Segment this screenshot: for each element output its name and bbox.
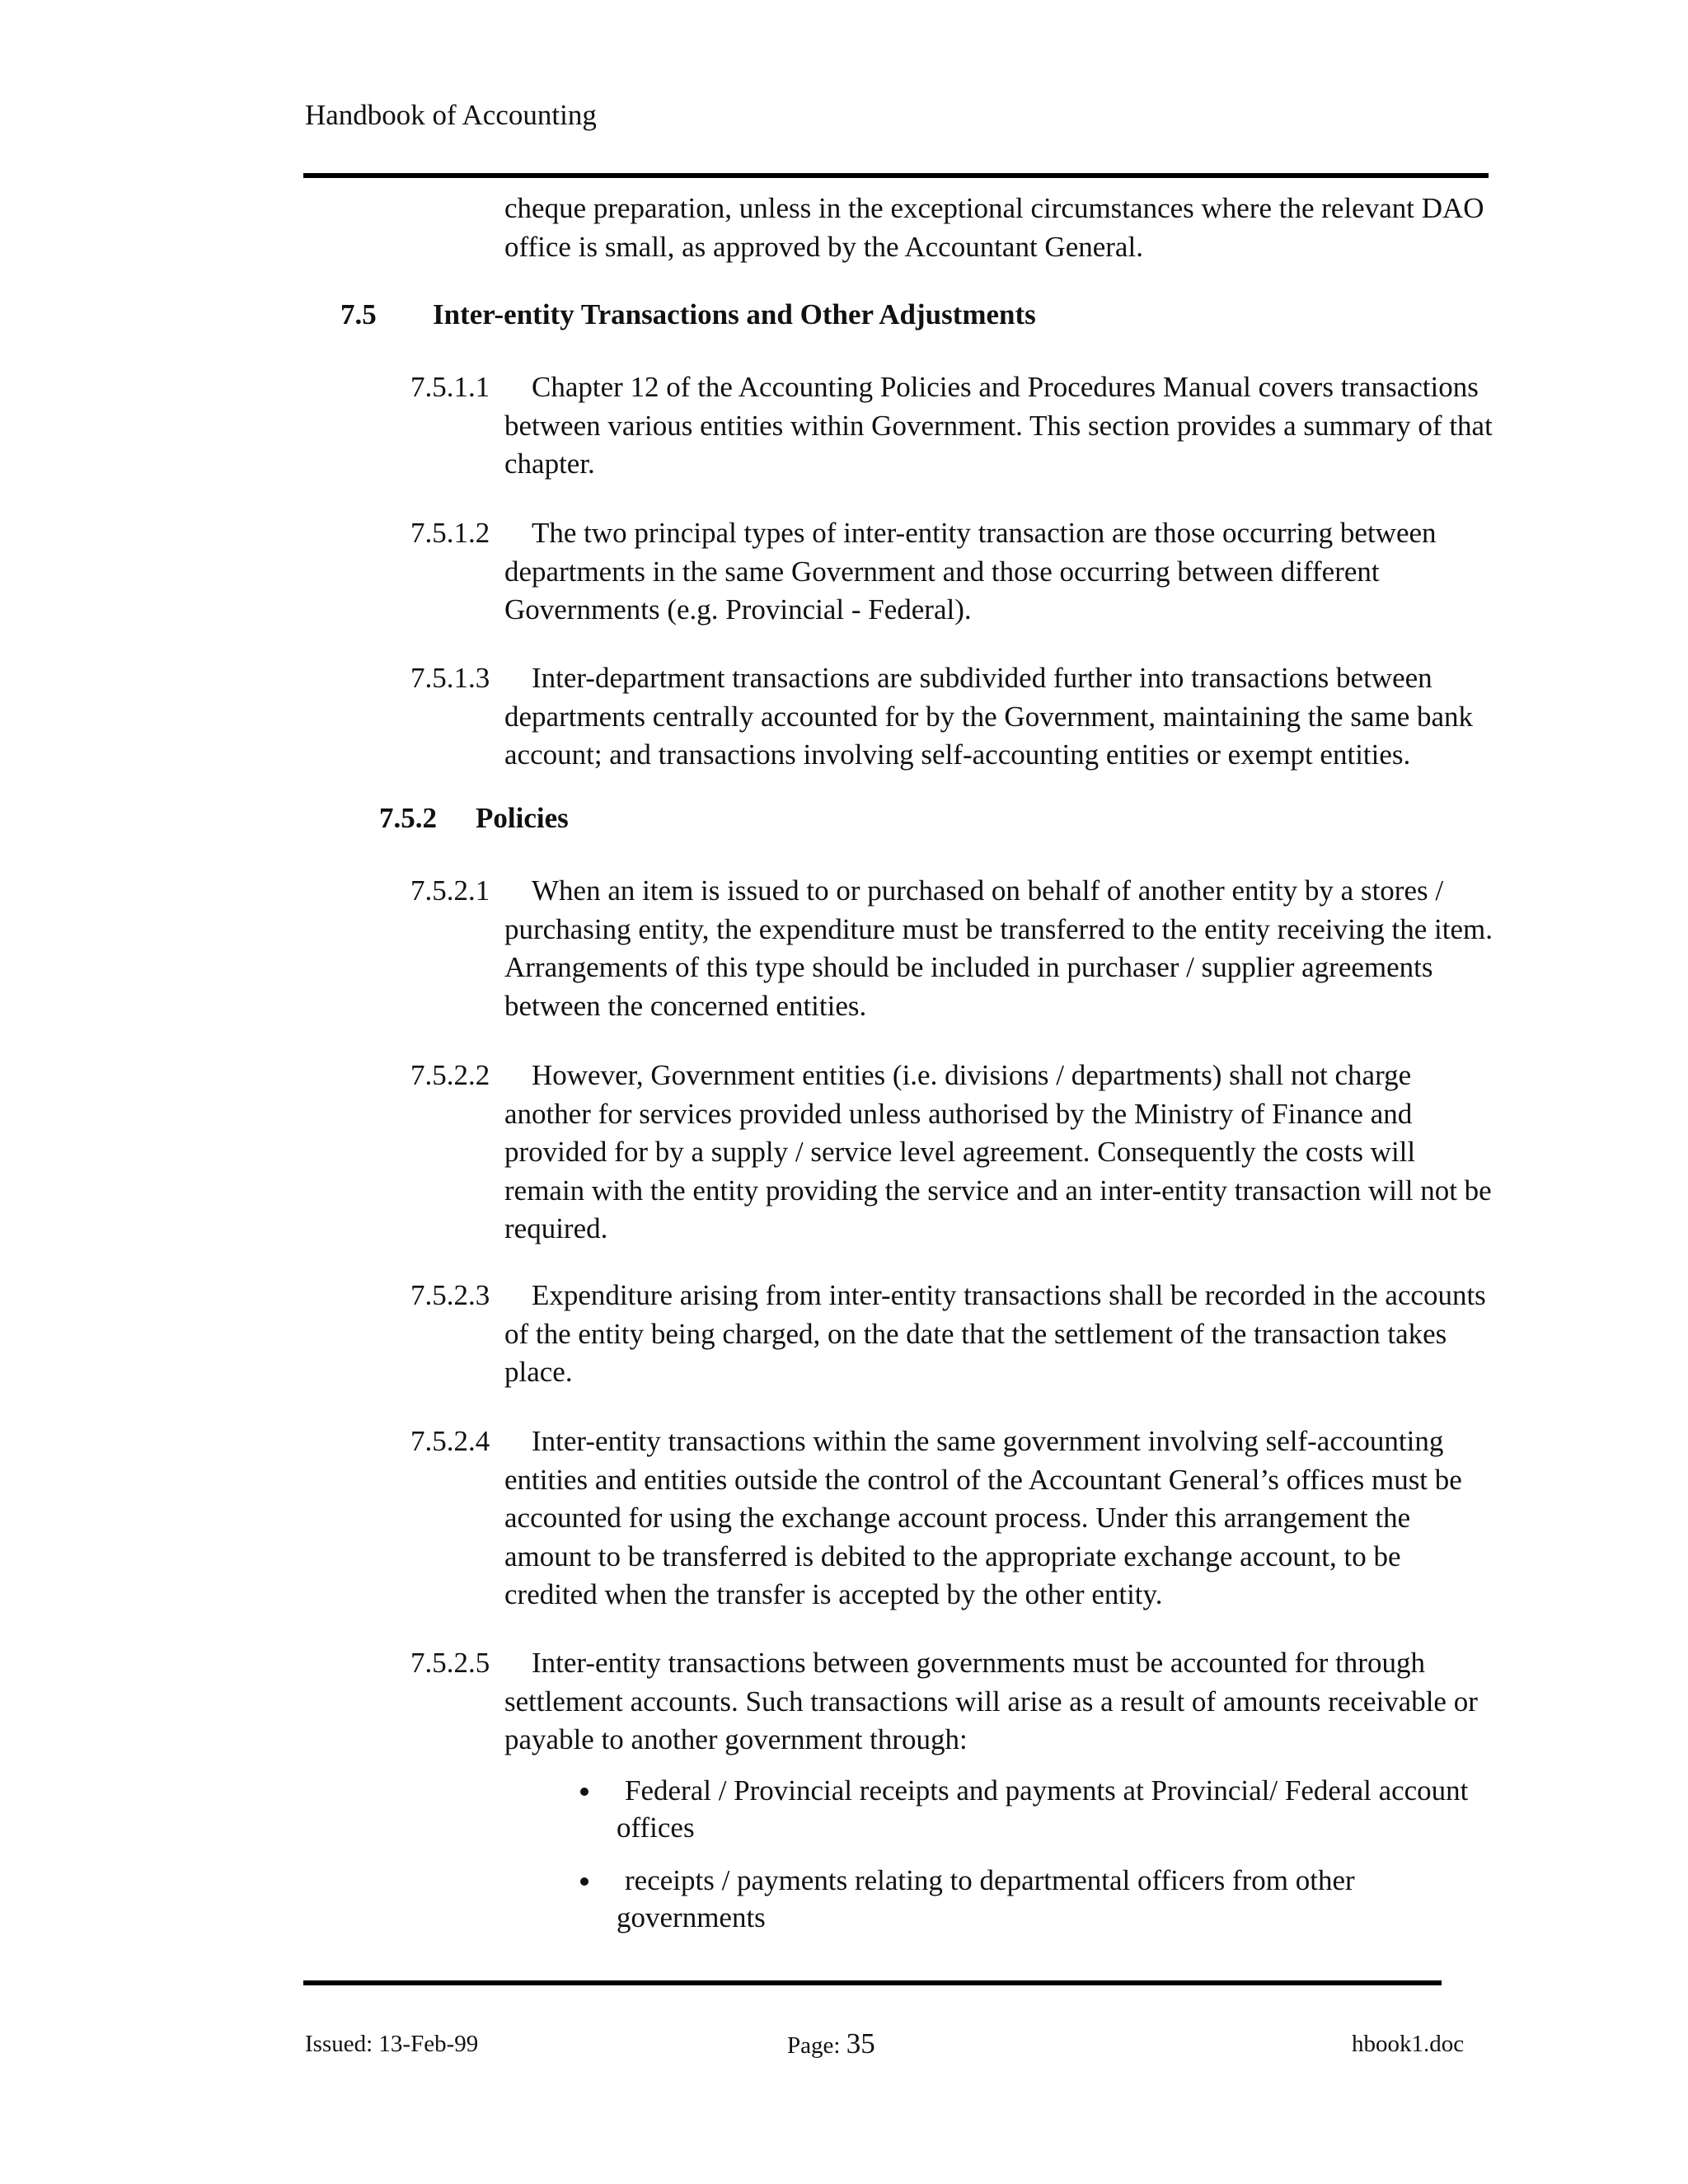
paragraph-number: 7.5.2.3 — [410, 1279, 490, 1311]
paragraph-text: Chapter 12 of the Accounting Policies and Procedures Manual covers transactions between various entities within Government. This section provides a summary of that chapter. — [504, 371, 1493, 480]
bullet-list — [577, 1772, 1492, 1952]
paragraph-text: However, Government entities (i.e. divisions / departments) shall not charge another for services provided unless authorised by the Ministry of Finance and provided for by a supply / service level agreement. Consequently the costs will remain with the entity providing the service and an inter-entity transaction will not be required. — [504, 1059, 1492, 1244]
paragraph-7-5-2-3 — [410, 1277, 1497, 1392]
paragraph-text: Expenditure arising from inter-entity transactions shall be recorded in the accounts of the entity being charged, on the date that the settlement of the transaction takes place. — [504, 1279, 1486, 1388]
footer-page-number — [787, 2027, 875, 2062]
list-item-text: Federal / Provincial receipts and payments at Provincial/ Federal account offices — [617, 1774, 1469, 1844]
paragraph-7-5-2-4 — [410, 1422, 1497, 1615]
bullet-icon — [580, 1788, 588, 1796]
footer-rule — [303, 1980, 1442, 1985]
paragraph-7-5-2-5 — [410, 1644, 1497, 1760]
paragraph-number: 7.5.2.1 — [410, 874, 490, 907]
list-item-text: receipts / payments relating to departmental officers from other governments — [617, 1864, 1355, 1933]
paragraph-text: Inter-entity transactions within the same government involving self-accounting entities and entities outside the control of the Accountant General’s offices must be accounted for using the exchange account process. Under this arrangement the amount to be transferred is debited to the appropriate exchange account, to be credited when the transfer is accepted by the other entity. — [504, 1425, 1462, 1610]
paragraph-7-5-2-1 — [410, 872, 1497, 1025]
footer-issued-date: Issued: 13-Feb-99 — [305, 2031, 479, 2057]
footer-filename: hbook1.doc — [1352, 2031, 1465, 2057]
section-title: Inter-entity Transactions and Other Adjustments — [433, 298, 1036, 330]
paragraph-number: 7.5.2.2 — [410, 1059, 490, 1091]
paragraph-number: 7.5.1.3 — [410, 662, 490, 694]
paragraph-number: 7.5.2.5 — [410, 1647, 490, 1679]
paragraph-number: 7.5.1.2 — [410, 517, 490, 549]
section-number: 7.5 — [340, 298, 377, 330]
paragraph-7-5-2-2 — [410, 1057, 1497, 1249]
list-item — [577, 1772, 1492, 1846]
paragraph-text: Inter-department transactions are subdivided further into transactions between departments centrally accounted for by the Government, maintaining the same bank account; and transactions involving self-accounting entities or exempt entities. — [504, 662, 1474, 771]
running-header: Handbook of Accounting — [305, 99, 597, 131]
paragraph-7-5-1-2 — [410, 514, 1497, 630]
paragraph-text: The two principal types of inter-entity transaction are those occurring between departments in the same Government and those occurring between different Governments (e.g. Provincial - Federal). — [504, 517, 1437, 626]
paragraph-text: Inter-entity transactions between governments must be accounted for through settlement accounts. Such transactions will arise as a result of amounts receivable or payable to another government through: — [504, 1647, 1478, 1755]
paragraph-text: When an item is issued to or purchased on behalf of another entity by a stores / purchasing entity, the expenditure must be transferred to the entity receiving the item. Arrangements of this type should be included in purchaser / supplier agreements between the concerned entities. — [504, 874, 1493, 1022]
section-number: 7.5.2 — [379, 802, 437, 834]
section-title: Policies — [476, 802, 569, 834]
continuation-paragraph: cheque preparation, unless in the exceptional circumstances where the relevant DAO office is small, as approved by the Accountant General. — [504, 192, 1484, 263]
header-rule — [303, 173, 1489, 178]
paragraph-number: 7.5.2.4 — [410, 1425, 490, 1457]
page-number: 35 — [846, 2027, 875, 2060]
bullet-icon — [580, 1877, 588, 1886]
paragraph-number: 7.5.1.1 — [410, 371, 490, 403]
page-label: Page: — [787, 2032, 841, 2059]
list-item — [577, 1862, 1492, 1936]
paragraph-7-5-1-3 — [410, 659, 1497, 775]
paragraph-7-5-1-1 — [410, 368, 1497, 484]
